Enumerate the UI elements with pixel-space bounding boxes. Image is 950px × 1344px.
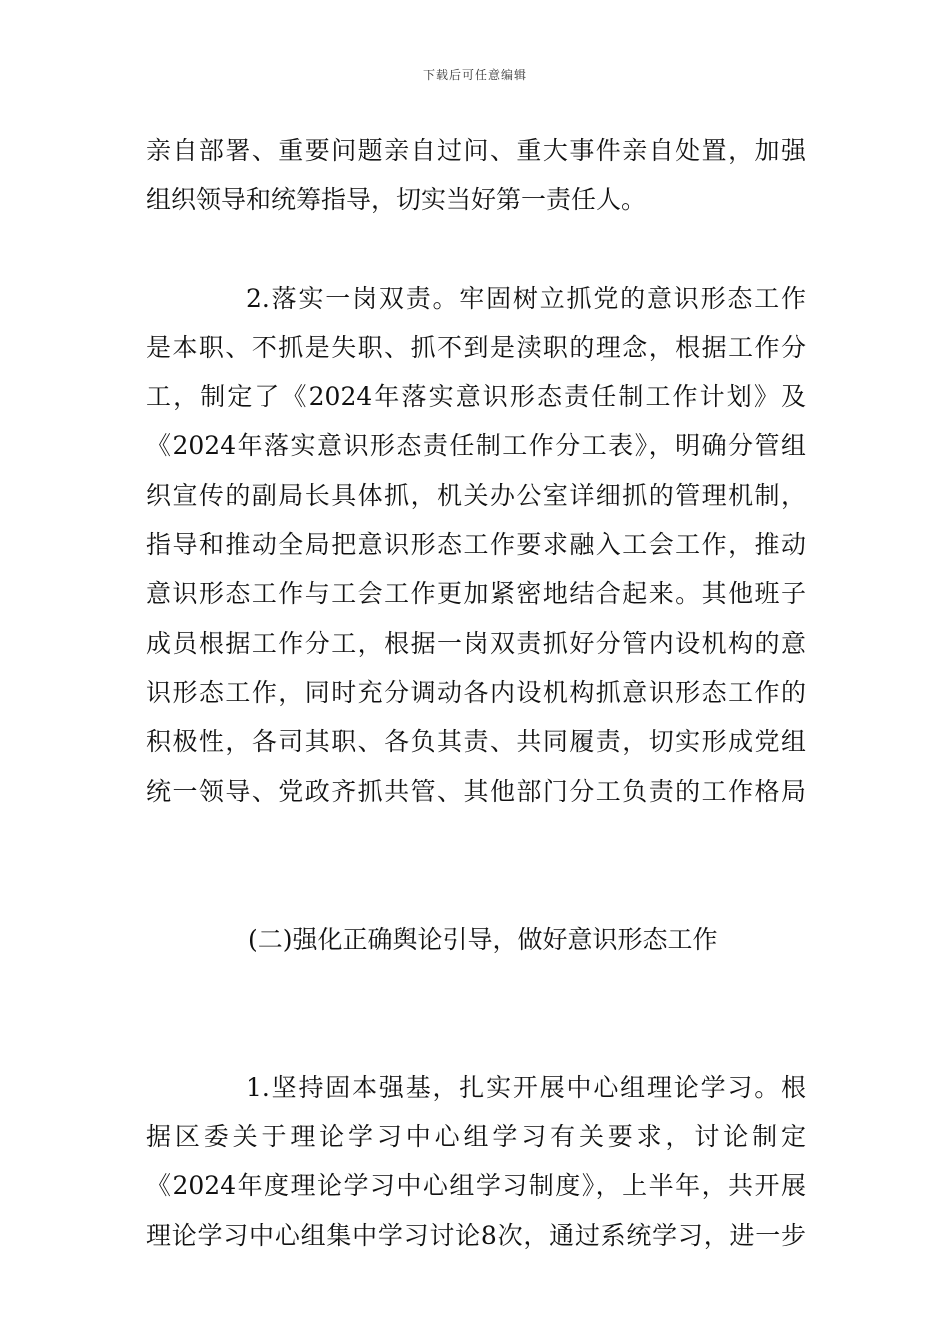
text-line: 统一领导、党政齐抓共管、其他部门分工负责的工作格局 xyxy=(146,776,806,806)
text-line: 组织领导和统筹指导，切实当好第一责任人。 xyxy=(146,185,647,215)
text-line: 工，制定了《2024年落实意识形态责任制工作计划》及 xyxy=(146,382,806,412)
text-line: 织宣传的副局长具体抓，机关办公室详细抓的管理机制， xyxy=(146,480,806,510)
text-line: 据区委关于理论学习中心组学习有关要求，讨论制定 xyxy=(146,1122,806,1152)
text-line: 1.坚持固本强基，扎实开展中心组理论学习。根 xyxy=(246,1072,806,1102)
text-line: 《2024年度理论学习中心组学习制度》，上半年，共开展 xyxy=(146,1171,806,1201)
section-heading: (二)强化正确舆论引导，做好意识形态工作 xyxy=(248,924,718,954)
text-line: 识形态工作，同时充分调动各内设机构抓意识形态工作的 xyxy=(146,677,806,707)
paragraph-1b xyxy=(146,1063,806,1260)
text-line: 理论学习中心组集中学习讨论8次，通过系统学习，进一步 xyxy=(146,1220,806,1250)
text-line: 指导和推动全局把意识形态工作要求融入工会工作，推动 xyxy=(146,530,806,560)
text-line: 积极性，各司其职、各负其责、共同履责，切实形成党组 xyxy=(146,727,806,757)
text-line: 是本职、不抓是失职、抓不到是渎职的理念，根据工作分 xyxy=(146,332,806,362)
text-line: 成员根据工作分工，根据一岗双责抓好分管内设机构的意 xyxy=(146,628,806,658)
paragraph-2 xyxy=(146,274,806,816)
text-line: 《2024年落实意识形态责任制工作分工表》，明确分管组 xyxy=(146,431,806,461)
text-line: 2.落实一岗双责。牢固树立抓党的意识形态工作 xyxy=(246,283,806,313)
text-line: 亲自部署、重要问题亲自过问、重大事件亲自处置，加强 xyxy=(146,136,806,165)
download-note: 下载后可任意编辑 xyxy=(422,68,527,82)
document-body xyxy=(146,126,806,1260)
paragraph-intro xyxy=(146,126,806,225)
text-line: 意识形态工作与工会工作更加紧密地结合起来。其他班子 xyxy=(146,579,806,609)
